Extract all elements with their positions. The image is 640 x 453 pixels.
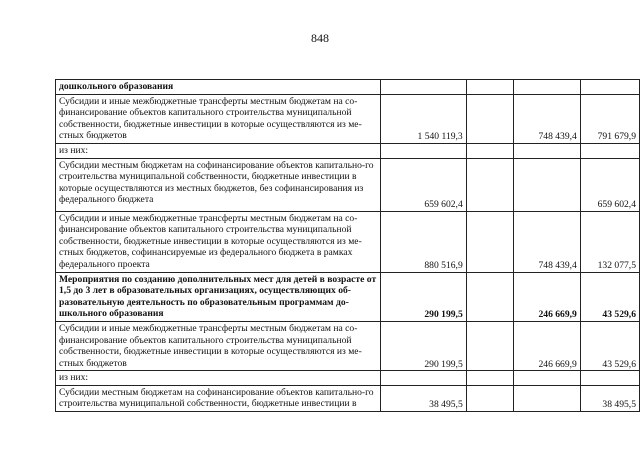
row-description: из них: — [56, 371, 381, 386]
table-row — [56, 371, 640, 386]
cell-federal: 748 439,4 — [514, 211, 581, 272]
cell-empty — [466, 94, 513, 143]
cell-regional — [580, 371, 639, 386]
table-row — [56, 211, 640, 272]
cell-total — [380, 80, 466, 95]
cell-empty — [466, 321, 513, 370]
table-row — [56, 94, 640, 143]
cell-total — [380, 143, 466, 158]
cell-empty — [466, 158, 513, 211]
cell-total: 290 199,5 — [380, 321, 466, 370]
cell-regional: 659 602,4 — [580, 158, 639, 211]
cell-federal — [514, 371, 581, 386]
cell-regional: 43 529,6 — [580, 272, 639, 321]
cell-regional — [580, 80, 639, 95]
row-description: Мероприятия по созданию дополнительных мест для детей в возрасте от 1,5 до 3 лет в образовательных организациях, осуществляющих об-разовательную деятельность по образовательным программам до-школьного образования — [56, 272, 381, 321]
cell-federal — [514, 143, 581, 158]
row-description: Субсидии и иные межбюджетные трансферты местным бюджетам на со-финансирование объектов капитального строительства муниципальной собственности, бюджетные инвестиции в которые осуществляются из ме-стных бюджетов, софинансируемые из федерального бюджета в рамках федерального проекта — [56, 211, 381, 272]
row-description: Субсидии и иные межбюджетные трансферты местным бюджетам на со-финансирование объектов капитального строительства муниципальной собственности, бюджетные инвестиции в которые осуществляются из ме-стных бюджетов — [56, 321, 381, 370]
cell-regional: 132 077,5 — [580, 211, 639, 272]
cell-total: 290 199,5 — [380, 272, 466, 321]
cell-total: 1 540 119,3 — [380, 94, 466, 143]
cell-federal — [514, 158, 581, 211]
row-description: Субсидии местным бюджетам на софинансирование объектов капитально-го строительства муниципальной собственности, бюджетные инвестиции в — [56, 385, 381, 411]
table-row — [56, 80, 640, 95]
row-description: дошкольного образования — [56, 80, 381, 95]
table-row — [56, 385, 640, 411]
table-row — [56, 272, 640, 321]
cell-total: 38 495,5 — [380, 385, 466, 411]
cell-empty — [466, 143, 513, 158]
cell-empty — [466, 371, 513, 386]
table-row — [56, 321, 640, 370]
row-description: Субсидии и иные межбюджетные трансферты местным бюджетам на со-финансирование объектов капитального строительства муниципальной собственности, бюджетные инвестиции в которые осуществляются из ме-стных бюджетов — [56, 94, 381, 143]
cell-regional: 791 679,9 — [580, 94, 639, 143]
row-description: из них: — [56, 143, 381, 158]
page-number: 848 — [311, 31, 329, 45]
row-description: Субсидии местным бюджетам на софинансирование объектов капитально-го строительства муниципальной собственности, бюджетные инвестиции в которые осуществляются из местных бюджетов, без софинансирования из федерального бюджета — [56, 158, 381, 211]
cell-empty — [466, 272, 513, 321]
table-row — [56, 143, 640, 158]
cell-total: 659 602,4 — [380, 158, 466, 211]
cell-empty — [466, 211, 513, 272]
table-row — [56, 158, 640, 211]
cell-regional — [580, 143, 639, 158]
cell-regional: 43 529,6 — [580, 321, 639, 370]
cell-federal: 246 669,9 — [514, 321, 581, 370]
cell-empty — [466, 385, 513, 411]
cell-total — [380, 371, 466, 386]
cell-federal: 246 669,9 — [514, 272, 581, 321]
cell-federal: 748 439,4 — [514, 94, 581, 143]
cell-federal — [514, 385, 581, 411]
cell-total: 880 516,9 — [380, 211, 466, 272]
budget-table — [55, 79, 640, 412]
cell-federal — [514, 80, 581, 95]
cell-regional: 38 495,5 — [580, 385, 639, 411]
cell-empty — [466, 80, 513, 95]
